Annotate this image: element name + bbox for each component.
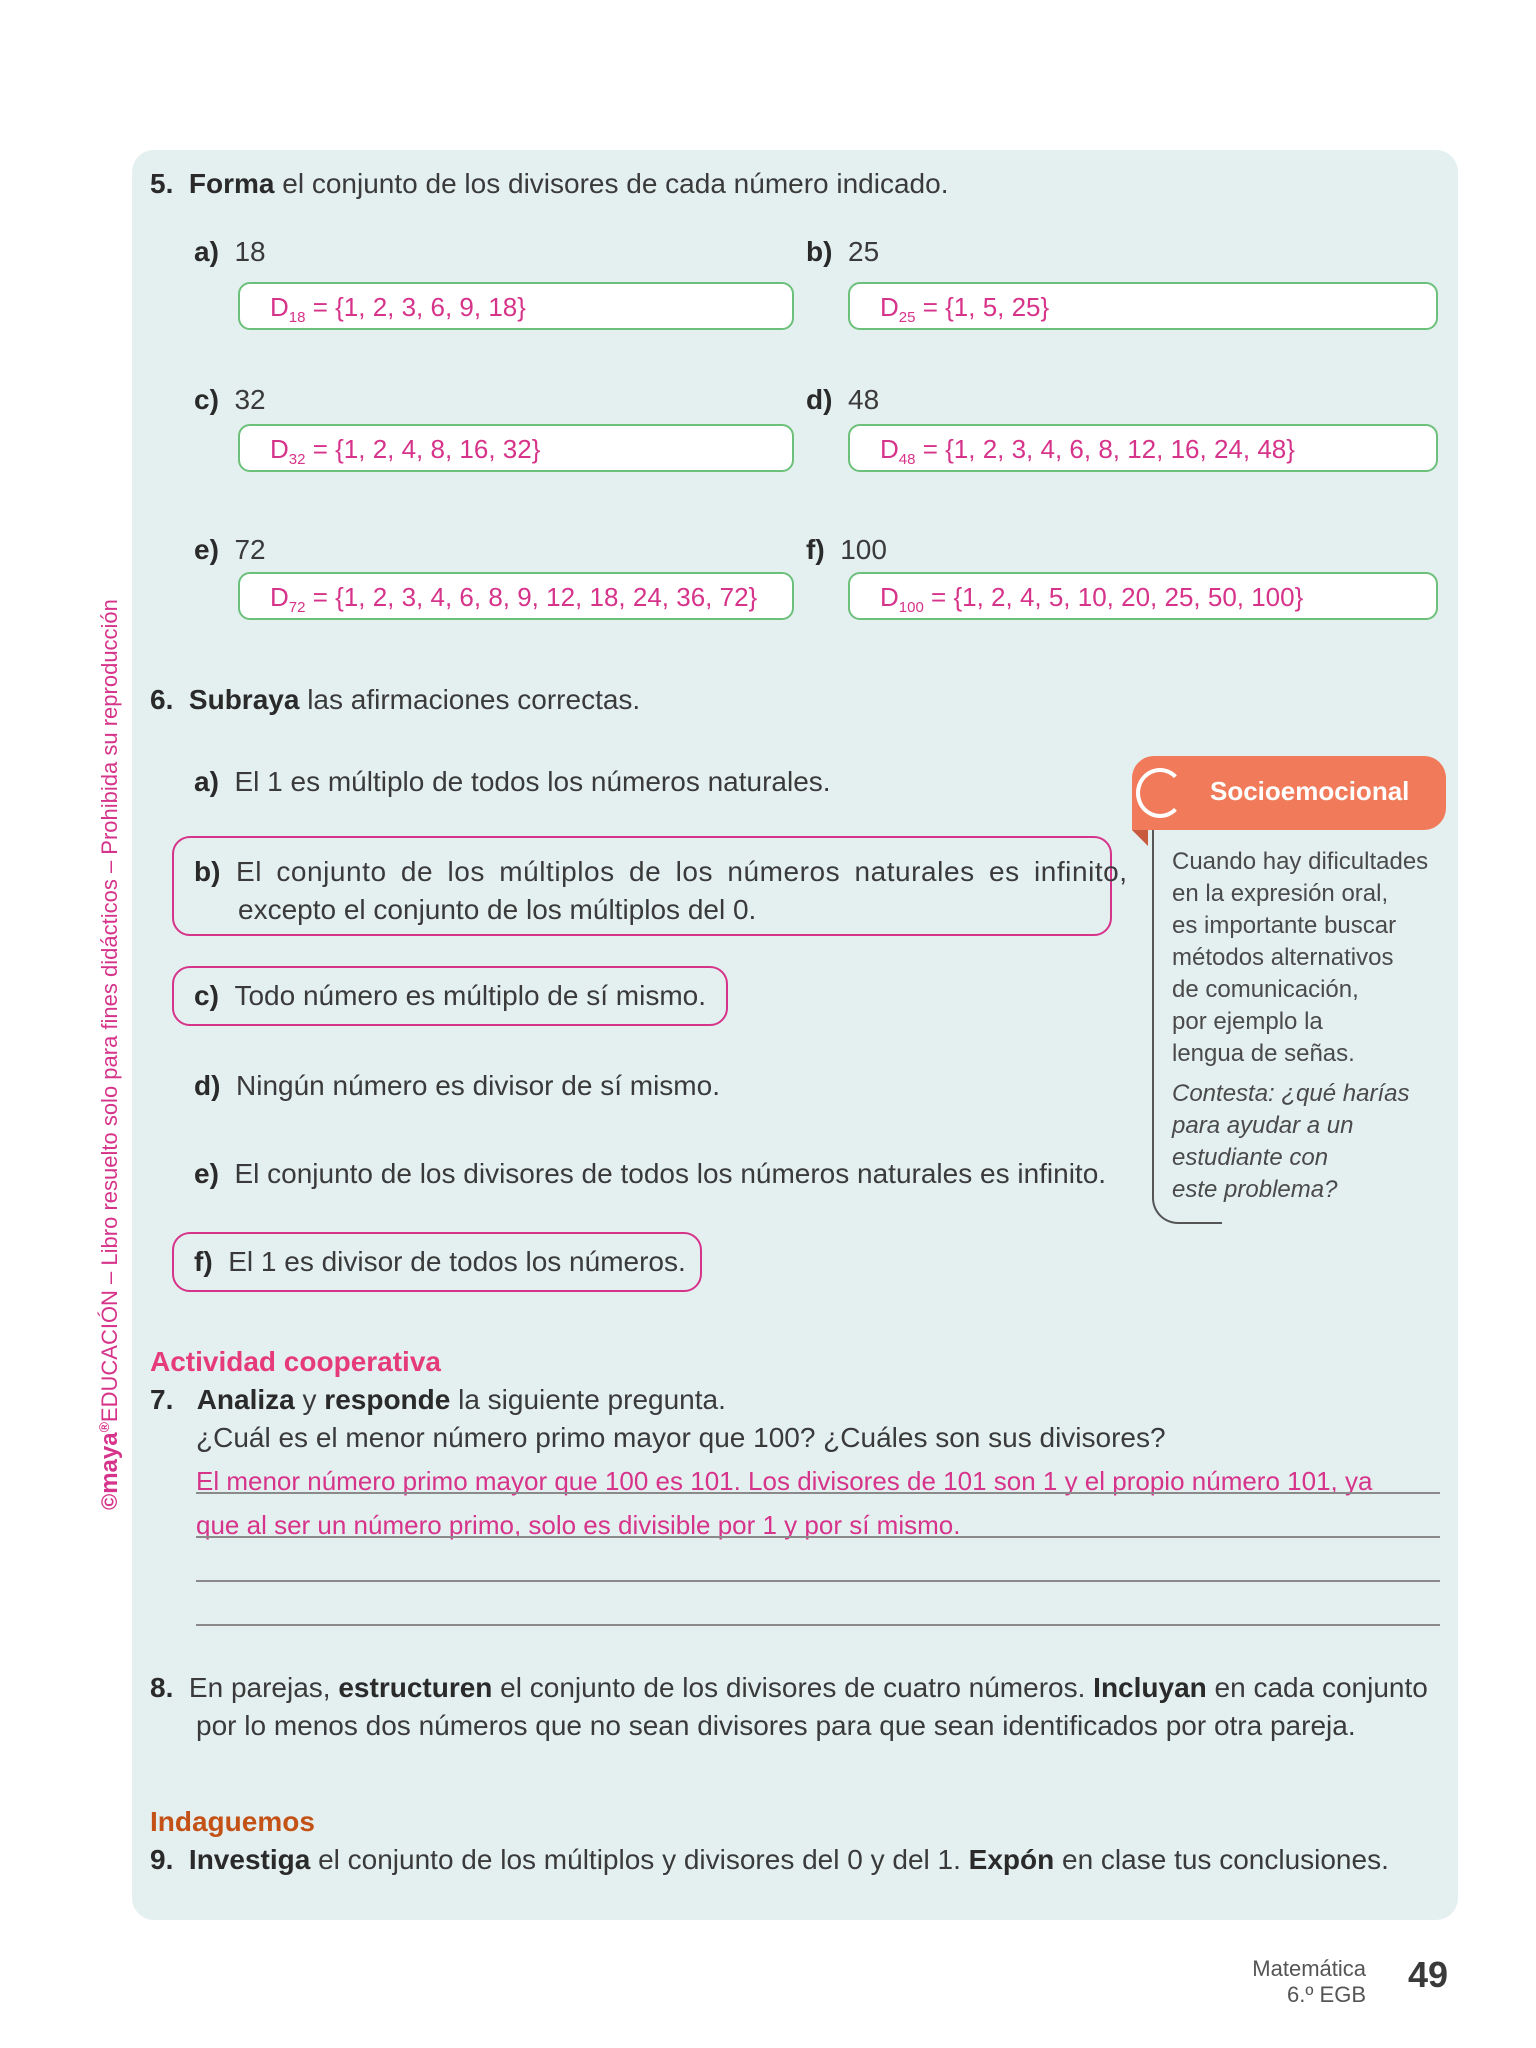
- q6-item-f[interactable]: [194, 1246, 686, 1278]
- set-elements: = {1, 2, 3, 6, 9, 18}: [305, 292, 526, 322]
- q6-item-e[interactable]: [194, 1158, 1106, 1190]
- set-subscript: 72: [288, 599, 306, 616]
- socio-line: lengua de señas.: [1172, 1040, 1355, 1067]
- answer-rule-4[interactable]: [196, 1624, 1440, 1626]
- set-subscript: 25: [898, 309, 916, 326]
- q5-prompt: [150, 168, 948, 200]
- copyright-side-text: [96, 599, 124, 1510]
- socio-line: Cuando hay dificultades: [1172, 848, 1429, 875]
- item-label: e): [194, 534, 219, 565]
- item-label: a): [194, 766, 219, 797]
- answer-set-d: [880, 434, 1295, 468]
- q5-item-c: [194, 384, 266, 416]
- socio-line: de comunicación,: [1172, 976, 1359, 1003]
- answer-set-f: [880, 582, 1303, 616]
- q7-answer-line1: El menor número primo mayor que 100 es 101. Los divisores de 101 son 1 y el propio número 101, ya: [196, 1466, 1373, 1496]
- set-letter: D: [880, 582, 899, 612]
- q8-number: 8.: [150, 1672, 174, 1703]
- q9-prompt: [150, 1844, 1389, 1876]
- item-label: c): [194, 980, 219, 1011]
- set-subscript: 100: [898, 599, 924, 616]
- socioemocional-title: Socioemocional: [1210, 776, 1410, 806]
- footer-grade: 6.º EGB: [1287, 1982, 1366, 2007]
- answer-rule-3[interactable]: [196, 1580, 1440, 1582]
- q8-verb1: estructuren: [338, 1672, 493, 1703]
- socioemocional-header: [1132, 756, 1446, 830]
- q7-verb1: Analiza: [196, 1384, 295, 1415]
- copyright-notice: EDUCACIÓN – Libro resuelto solo para fines didácticos – Prohibida su reproducción: [97, 599, 122, 1423]
- q8-text-post: en cada conjunto: [1206, 1672, 1428, 1703]
- registered-symbol: ®: [96, 1422, 112, 1433]
- item-value: 72: [234, 534, 266, 565]
- answer-rule-2[interactable]: [196, 1536, 1440, 1538]
- q7-verb2: responde: [324, 1384, 451, 1415]
- socio-line: por ejemplo la: [1172, 1008, 1323, 1035]
- set-letter: D: [880, 292, 899, 322]
- q8-text-mid: el conjunto de los divisores de cuatro números.: [492, 1672, 1094, 1703]
- q6-prompt: [150, 684, 640, 716]
- q5-item-a: [194, 236, 266, 268]
- q9-text-mid: el conjunto de los múltiplos y divisores del 0 y del 1.: [310, 1844, 969, 1875]
- q5-item-d: [806, 384, 879, 416]
- set-subscript: 32: [288, 451, 306, 468]
- q7-connector: y: [294, 1384, 325, 1415]
- page-number: 49: [1408, 1954, 1449, 1995]
- item-text: El 1 es divisor de todos los números.: [228, 1246, 686, 1277]
- q5-number: 5.: [150, 168, 174, 199]
- q7-answer-line2: que al ser un número primo, solo es divisible por 1 y por sí mismo.: [196, 1510, 961, 1540]
- brand-logo: maya: [96, 1432, 123, 1494]
- answer-box-e[interactable]: [238, 572, 794, 620]
- q8-prompt: [150, 1672, 1428, 1704]
- item-text: El conjunto de los múltiplos de los números naturales es infinito,: [236, 856, 1128, 887]
- item-label: f): [194, 1246, 213, 1277]
- q5-item-f: [806, 534, 887, 566]
- q6-number: 6.: [150, 684, 174, 715]
- set-subscript: 18: [288, 309, 306, 326]
- q8-text-pre: En parejas,: [188, 1672, 339, 1703]
- answer-box-a[interactable]: [238, 282, 794, 330]
- q5-text: el conjunto de los divisores de cada número indicado.: [282, 168, 949, 199]
- copyright-symbol: ©: [97, 1493, 122, 1510]
- q5-verb: Forma: [188, 168, 275, 199]
- item-label: f): [806, 534, 825, 565]
- set-elements: = {1, 2, 3, 4, 6, 8, 12, 16, 24, 48}: [915, 434, 1295, 464]
- q6-item-c[interactable]: [194, 980, 706, 1012]
- item-label: c): [194, 384, 219, 415]
- answer-rule-1[interactable]: [196, 1492, 1440, 1494]
- q6-item-d[interactable]: [194, 1070, 720, 1102]
- item-label: d): [194, 1070, 221, 1101]
- card-fold: [1132, 830, 1148, 846]
- item-value: 25: [848, 236, 880, 267]
- q6-item-b-line2: [238, 894, 756, 926]
- set-elements: = {1, 2, 3, 4, 6, 8, 9, 12, 18, 24, 36, 72}: [305, 582, 758, 612]
- set-elements: = {1, 2, 4, 5, 10, 20, 25, 50, 100}: [923, 582, 1304, 612]
- answer-set-b: [880, 292, 1049, 326]
- q6-verb: Subraya: [188, 684, 300, 715]
- item-label: d): [806, 384, 833, 415]
- answer-box-f[interactable]: [848, 572, 1438, 620]
- q6-item-a[interactable]: [194, 766, 831, 798]
- socio-question-line: estudiante con: [1172, 1144, 1329, 1171]
- answer-set-c: [270, 434, 540, 468]
- set-letter: D: [270, 582, 289, 612]
- item-label: b): [194, 856, 221, 887]
- item-value: 18: [234, 236, 266, 267]
- cooperative-activity-heading: Actividad cooperativa: [150, 1346, 441, 1377]
- item-value: 48: [848, 384, 880, 415]
- q8-verb2: Incluyan: [1093, 1672, 1207, 1703]
- item-label: b): [806, 236, 833, 267]
- item-text: El 1 es múltiplo de todos los números naturales.: [234, 766, 831, 797]
- item-label: a): [194, 236, 219, 267]
- item-value: 100: [840, 534, 887, 565]
- socio-line: en la expresión oral,: [1172, 880, 1389, 907]
- q9-verb2: Expón: [968, 1844, 1055, 1875]
- set-letter: D: [270, 434, 289, 464]
- socio-line: es importante buscar: [1172, 912, 1397, 939]
- q9-number: 9.: [150, 1844, 174, 1875]
- footer-subject: Matemática: [1252, 1956, 1366, 1981]
- q5-item-e: [194, 534, 266, 566]
- socioemocional-icon: [1136, 768, 1184, 818]
- q8-text-line2: por lo menos dos números que no sean divisores para que sean identificados por otra pareja.: [196, 1710, 1356, 1741]
- item-text-continued: excepto el conjunto de los múltiplos del 0.: [238, 894, 757, 925]
- indaguemos-heading: Indaguemos: [150, 1806, 315, 1837]
- socio-question-line: este problema?: [1172, 1176, 1338, 1203]
- socio-question-line: para ayudar a un: [1172, 1112, 1354, 1139]
- q7-number: 7.: [150, 1384, 174, 1415]
- socio-line: métodos alternativos: [1172, 944, 1394, 971]
- q6-text: las afirmaciones correctas.: [307, 684, 641, 715]
- q9-text-post: en clase tus conclusiones.: [1054, 1844, 1389, 1875]
- answer-box-b[interactable]: [848, 282, 1438, 330]
- answer-set-a: [270, 292, 526, 326]
- q9-verb1: Investiga: [188, 1844, 311, 1875]
- set-elements: = {1, 2, 4, 8, 16, 32}: [305, 434, 541, 464]
- set-elements: = {1, 5, 25}: [915, 292, 1050, 322]
- q7-text: la siguiente pregunta.: [450, 1384, 726, 1415]
- item-value: 32: [234, 384, 266, 415]
- item-text: Todo número es múltiplo de sí mismo.: [234, 980, 706, 1011]
- item-text: Ningún número es divisor de sí mismo.: [236, 1070, 720, 1101]
- set-letter: D: [270, 292, 289, 322]
- q5-item-b: [806, 236, 879, 268]
- item-text: El conjunto de los divisores de todos los números naturales es infinito.: [234, 1158, 1107, 1189]
- answer-set-e: [270, 582, 757, 616]
- answer-box-d[interactable]: [848, 424, 1438, 472]
- q7-question: ¿Cuál es el menor número primo mayor que 100? ¿Cuáles son sus divisores?: [196, 1422, 1166, 1453]
- socio-question-line: Contesta: ¿qué harías: [1172, 1080, 1410, 1107]
- set-subscript: 48: [898, 451, 916, 468]
- q7-prompt: [150, 1384, 726, 1416]
- item-label: e): [194, 1158, 219, 1189]
- answer-box-c[interactable]: [238, 424, 794, 472]
- set-letter: D: [880, 434, 899, 464]
- q6-item-b[interactable]: [194, 856, 1128, 888]
